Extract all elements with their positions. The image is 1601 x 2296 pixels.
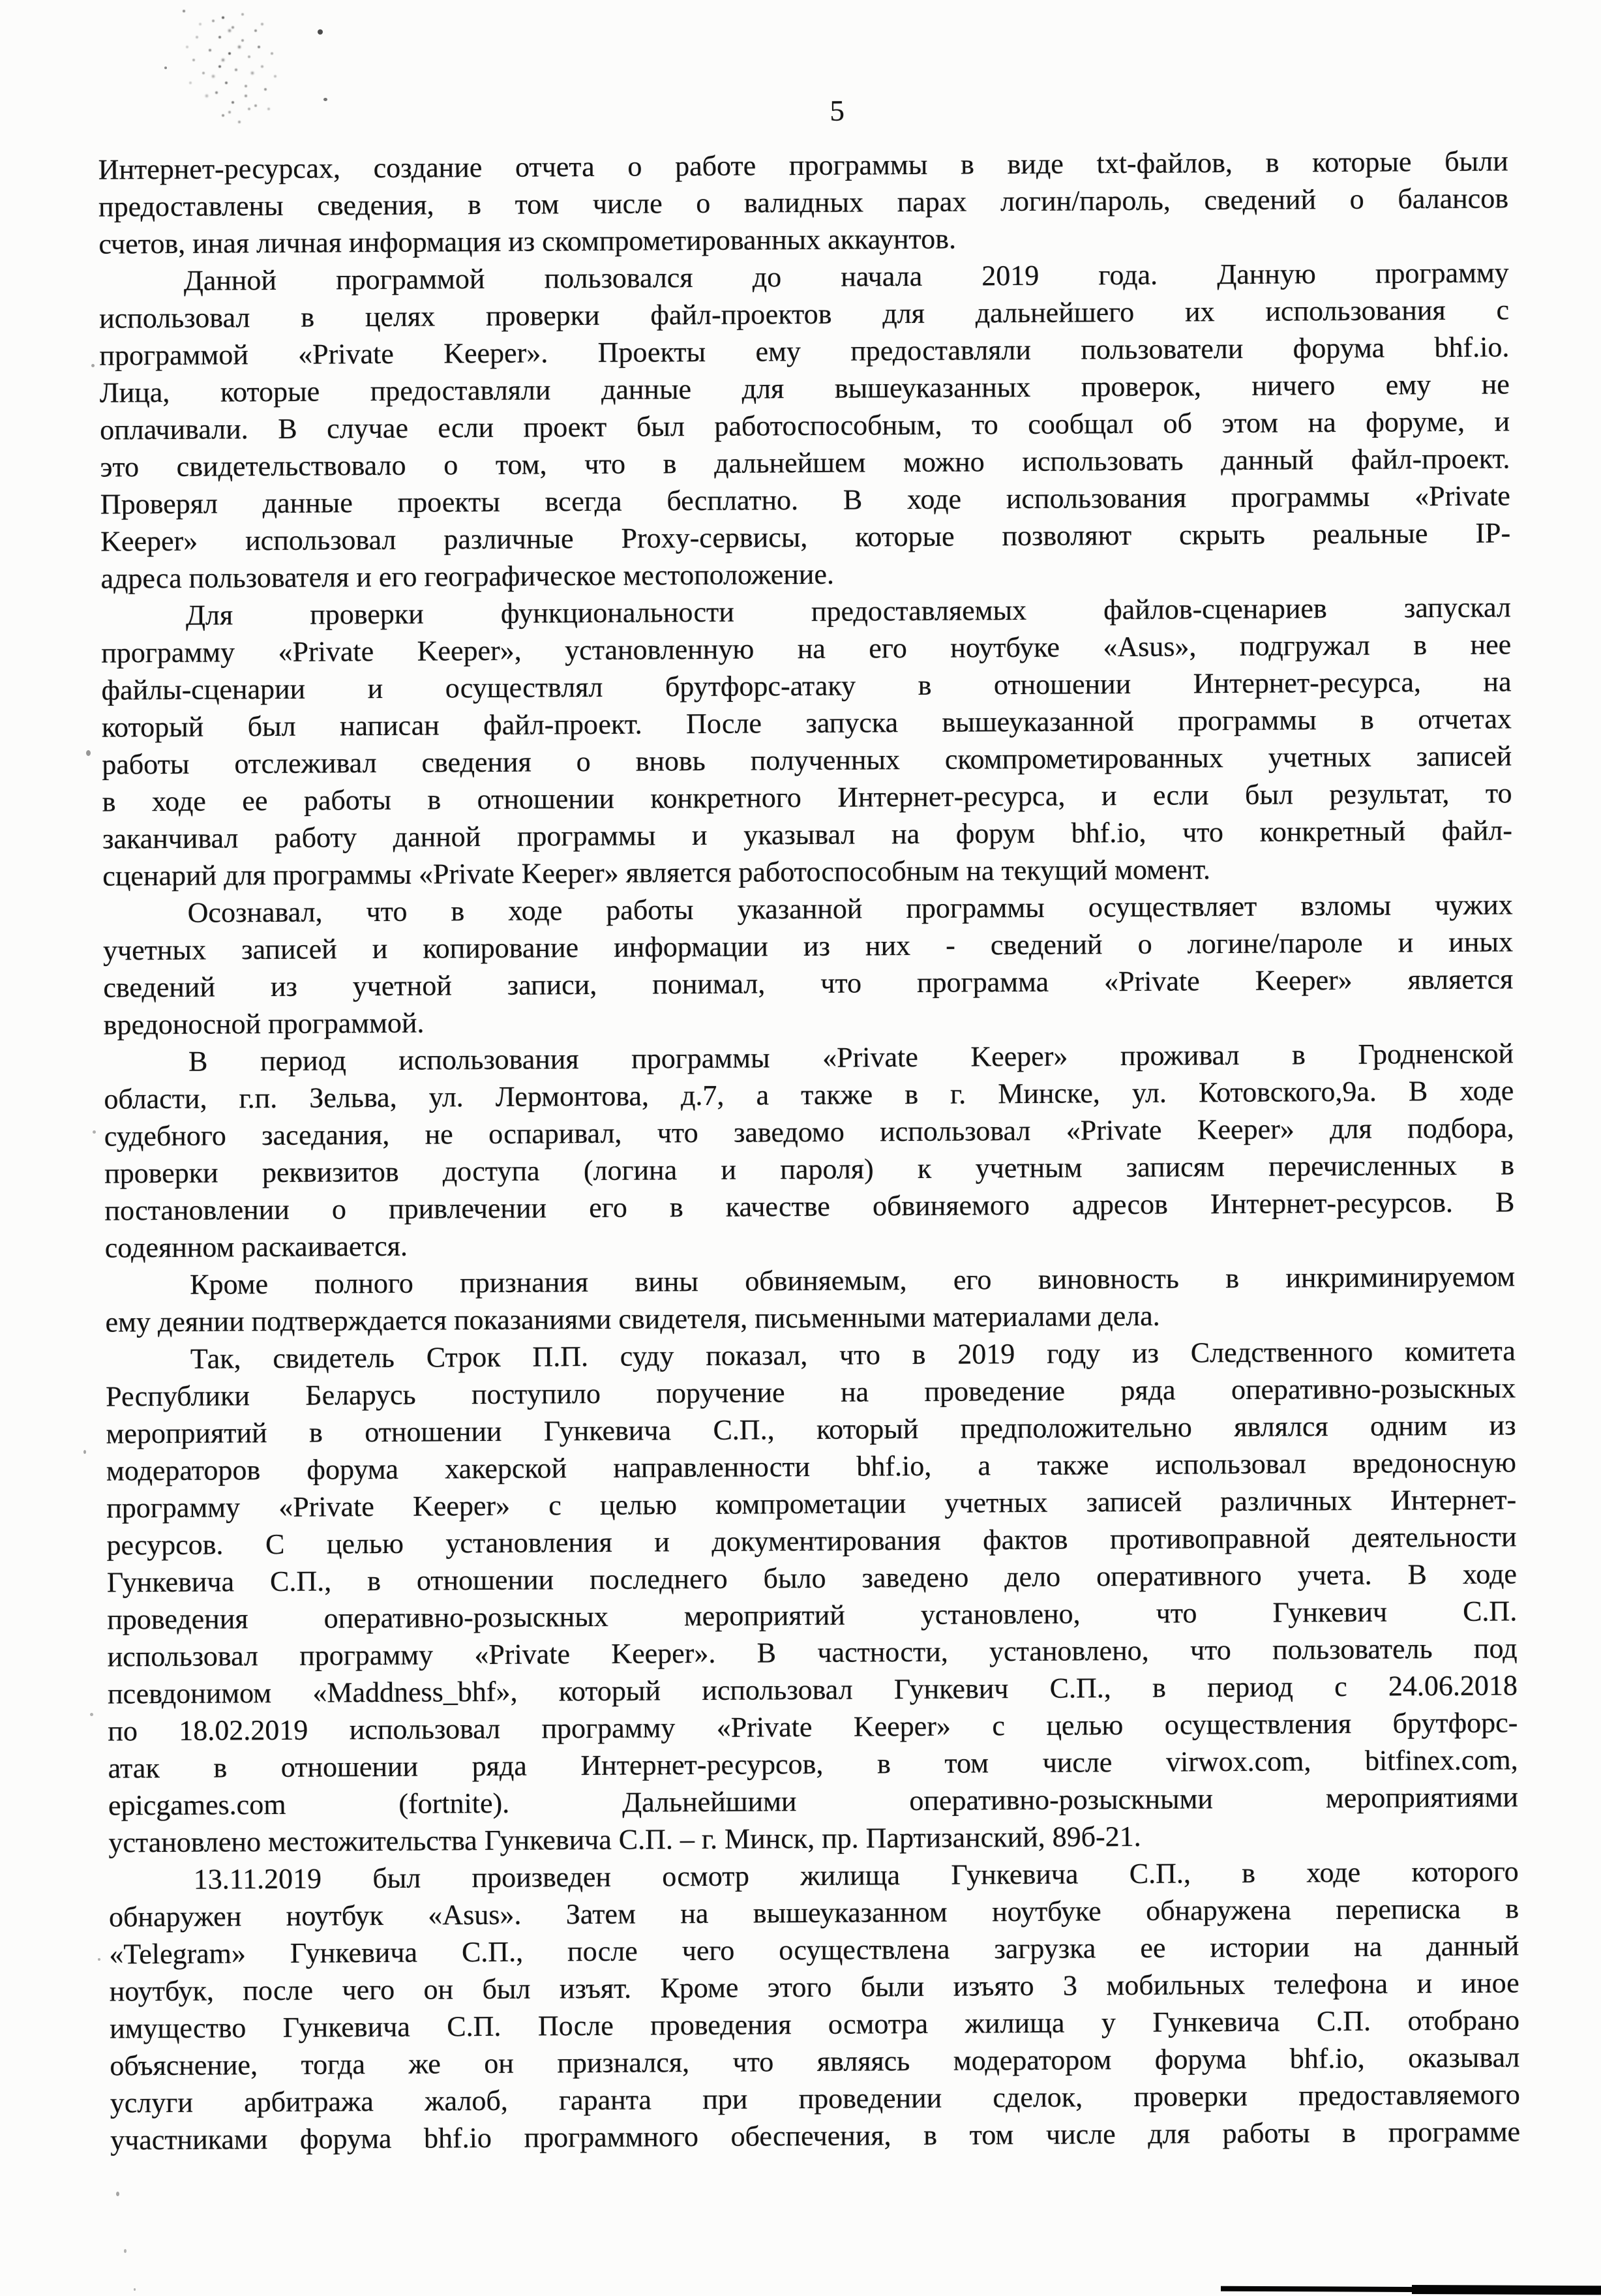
typed-text-block: [98, 87, 1520, 2158]
paragraph: [105, 1258, 1516, 1340]
text-line: epicgames.com (fortnite). Дальнейшими оперативно-розыскными мероприятиями: [108, 1781, 1519, 1822]
text-line: судебного заседания, не оспаривал, что заведомо использовал «Private Keeper» для подбора,: [104, 1111, 1514, 1153]
paragraph: [109, 1852, 1521, 2158]
text-line: Гункевича С.П., в отношении последнего было заведено дело оперативного учета. В ходе: [106, 1558, 1518, 1599]
text-line: учетных записей и копирование информации из них - сведений о логине/пароле и иных: [102, 926, 1514, 967]
text-line: адреса пользователя и его географическое местоположение.: [100, 558, 835, 595]
scan-speck: [124, 2249, 127, 2253]
text-line: Кроме полного признания вины обвиняемым, его виновность в инкриминируемом: [190, 1260, 1516, 1301]
scan-speck: [91, 364, 95, 367]
paragraph: [106, 1332, 1519, 1861]
paragraph: [99, 254, 1511, 597]
scan-speck: [83, 1450, 86, 1454]
text-line: Keeper» использовал различные Proxy-сервисы, которые позволяют скрыть реальные IP-: [100, 517, 1511, 558]
text-line: ему деянии подтверждается показаниями свидетеля, письменными материалами дела.: [105, 1299, 1160, 1338]
text-line: Так, свидетель Строк П.П. суду показал, что в 2019 году из Следственного комитета: [190, 1335, 1516, 1375]
paragraph: [101, 588, 1513, 894]
text-line: псевдонимом «Maddness_bhf», который использовал Гункевич С.П., в период с 24.06.2018: [107, 1669, 1518, 1710]
text-line: Лица, которые предоставляли данные для вышеуказанных проверок, ничего ему не: [99, 368, 1510, 409]
scan-speck: [164, 67, 167, 69]
text-line: сведений из учетной записи, понимал, что программа «Private Keeper» является: [103, 963, 1514, 1004]
text-line: предоставлены сведения, в том числе о валидных парах логин/пароль, сведений о балансов: [98, 182, 1509, 223]
text-line: мероприятий в отношении Гункевича С.П., который предположительно являлся одним из: [106, 1409, 1516, 1450]
text-line: это свидетельствовало о том, что в дальнейшем можно использовать данный файл-проект.: [100, 442, 1510, 483]
text-line: услуги арбитража жалоб, гаранта при проведении сделок, проверки предоставляемого: [110, 2078, 1520, 2119]
text-line: участниками форума bhf.io программного обеспечения, в том числе для работы в программе: [110, 2115, 1521, 2156]
page-number: 5: [830, 94, 845, 127]
scan-speck: [116, 2192, 119, 2196]
text-line: содеянном раскаивается.: [104, 1230, 408, 1264]
text-line: ноутбук, после чего он был изъят. Кроме этого были изъято 3 мобильных телефона и иное: [109, 1967, 1519, 2008]
ink-smudge-artifact: [183, 10, 185, 12]
text-line: обнаружен ноутбук «Asus». Затем на вышеуказанном ноутбуке обнаружена переписка в: [108, 1892, 1519, 1933]
text-line: оплачивали. В случае если проект был работоспособным, то сообщал об этом на форуме, и: [100, 405, 1510, 446]
text-line: атак в отношении ряда Интернет-ресурсов, в том числе virwox.com, bitfinex.com,: [108, 1744, 1518, 1785]
paragraph: [104, 1035, 1515, 1266]
text-line: объяснение, тогда же он признался, что являясь модератором форума bhf.io, оказывал: [110, 2041, 1520, 2082]
text-line: использовал в целях проверки файл-проектов для дальнейшего их использования с: [98, 294, 1510, 335]
document-body-text: [98, 142, 1521, 2158]
scan-speck: [86, 750, 91, 756]
text-line: Республики Беларусь поступило поручение на проведение ряда оперативно-розыскных: [106, 1372, 1516, 1413]
text-line: проведения оперативно-розыскных мероприятий установлено, что Гункевич С.П.: [107, 1595, 1518, 1636]
paragraph: [98, 142, 1509, 262]
scan-speck: [98, 1958, 100, 1961]
text-line: установлено местожительства Гункевича С.П. – г. Минск, пр. Партизанский, 89б-21.: [108, 1820, 1141, 1859]
text-line: постановлении о привлечении его в качестве обвиняемого адресов Интернет-ресурсов. В: [104, 1186, 1515, 1227]
text-line: вредоносной программой.: [103, 1006, 425, 1041]
text-line: использовал программу «Private Keeper». В частности, установлено, что пользователь под: [107, 1632, 1518, 1673]
text-line: в ходе ее работы в отношении конкретного Интернет-ресурса, и если был результат, то: [102, 777, 1512, 818]
text-line: Данной программой пользовался до начала 2019 года. Данную программу: [183, 256, 1509, 297]
text-line: заканчивал работу данной программы и указывал на форум bhf.io, что конкретный файл-: [102, 814, 1513, 855]
text-line: проверки реквизитов доступа (логина и пароля) к учетным записям перечисленных в: [104, 1149, 1515, 1190]
text-line: имущество Гункевича С.П. После проведения осмотра жилища у Гункевича С.П. отобрано: [109, 2004, 1520, 2045]
text-line: Проверял данные проекты всегда бесплатно. В ходе использования программы «Private: [100, 479, 1510, 521]
text-line: модераторов форума хакерской направленности bhf.io, а также использовал вредоносную: [106, 1446, 1517, 1487]
text-line: работы отслеживал сведения о вновь полученных скомпрометированных учетных записей: [102, 740, 1512, 781]
scan-edge-line-artifact: [1221, 2286, 1601, 2293]
text-line: области, г.п. Зельва, ул. Лермонтова, д.7, а также в г. Минске, ул. Котовского,9а. В ходе: [104, 1074, 1514, 1115]
text-line: Интернет-ресурсах, создание отчета о работе программы в виде txt-файлов, в которые были: [98, 145, 1508, 186]
paragraph: [103, 886, 1514, 1043]
scan-speck: [134, 2288, 136, 2291]
text-line: счетов, иная личная информация из скомпрометированных аккаунтов.: [98, 222, 957, 260]
scan-speck: [318, 29, 323, 35]
scan-speck: [93, 1130, 96, 1134]
text-line: «Telegram» Гункевича С.П., после чего осуществлена загрузка ее истории на данный: [109, 1929, 1519, 1971]
text-line: программу «Private Keeper», установленную на его ноутбуке «Asus», подгружал в нее: [101, 628, 1512, 669]
text-line: ресурсов. С целью установления и документирования фактов противоправной деятельности: [106, 1520, 1517, 1562]
scan-speck: [90, 1713, 93, 1716]
text-line: Для проверки функциональности предоставляемых файлов-сценариев запускал: [185, 591, 1512, 631]
text-line: программу «Private Keeper» с целью компрометации учетных записей различных Интернет-: [106, 1483, 1517, 1524]
text-line: который был написан файл-проект. После запуска вышеуказанной программы в отчетах: [101, 702, 1512, 744]
text-line: программой «Private Keeper». Проекты ему предоставляли пользователи форума bhf.io.: [99, 331, 1510, 372]
text-line: по 18.02.2019 использовал программу «Private Keeper» с целью осуществления брутфорс-: [108, 1706, 1518, 1747]
text-line: В период использования программы «Private Keeper» проживал в Гродненской: [188, 1037, 1514, 1078]
text-line: сценарий для программы «Private Keeper» является работоспособным на текущий момент.: [102, 853, 1211, 892]
text-line: Осознавал, что в ходе работы указанной программы осуществляет взломы чужих: [187, 888, 1513, 929]
text-line: 13.11.2019 был произведен осмотр жилища Гункевича С.П., в ходе которого: [193, 1855, 1519, 1896]
text-line: файлы-сценарии и осуществлял брутфорс-атаку в отношении Интернет-ресурса, на: [101, 665, 1512, 706]
